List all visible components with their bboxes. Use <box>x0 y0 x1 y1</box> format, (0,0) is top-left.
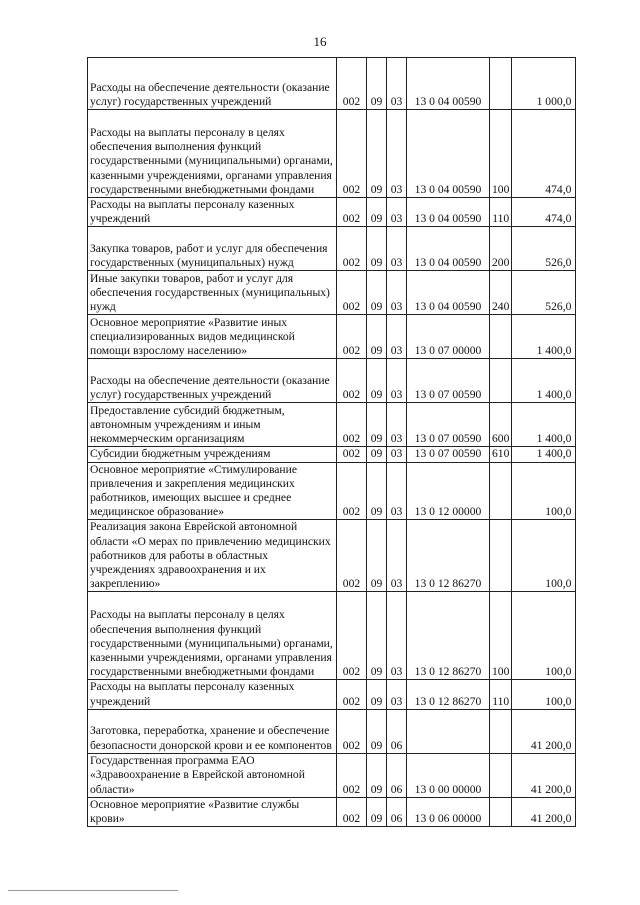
subsection-code: 06 <box>387 709 407 753</box>
amount: 100,0 <box>512 680 576 709</box>
row-name: Расходы на обеспечение деятельности (оказание услуг) государственных учреждений <box>88 58 337 110</box>
subsection-code: 03 <box>387 58 407 110</box>
table-row <box>88 198 576 227</box>
section-code: 09 <box>367 271 387 315</box>
row-name: Расходы на выплаты персоналу казенных учреждений <box>88 680 337 709</box>
expense-type-code <box>490 797 512 826</box>
expense-type-code <box>490 359 512 403</box>
target-article-code <box>407 709 490 753</box>
ministry-code: 002 <box>337 315 367 359</box>
expense-type-code <box>490 315 512 359</box>
subsection-code: 03 <box>387 110 407 198</box>
amount: 526,0 <box>512 227 576 271</box>
subsection-code: 03 <box>387 592 407 680</box>
row-name: Основное мероприятие «Развитие службы крови» <box>88 797 337 826</box>
ministry-code: 002 <box>337 403 367 447</box>
expense-type-code <box>490 58 512 110</box>
table-row <box>88 462 576 520</box>
budget-table <box>87 57 576 827</box>
row-name: Расходы на выплаты персоналу казенных учреждений <box>88 198 337 227</box>
row-name: Расходы на обеспечение деятельности (оказание услуг) государственных учреждений <box>88 359 337 403</box>
target-article-code: 13 0 12 86270 <box>407 592 490 680</box>
target-article-code: 13 0 07 00590 <box>407 447 490 462</box>
amount: 474,0 <box>512 110 576 198</box>
section-code: 09 <box>367 58 387 110</box>
ministry-code: 002 <box>337 592 367 680</box>
amount: 100,0 <box>512 520 576 592</box>
section-code: 09 <box>367 359 387 403</box>
amount: 474,0 <box>512 198 576 227</box>
target-article-code: 13 0 12 86270 <box>407 520 490 592</box>
page-number: 16 <box>313 34 327 49</box>
subsection-code: 03 <box>387 227 407 271</box>
expense-type-code <box>490 520 512 592</box>
section-code: 09 <box>367 520 387 592</box>
amount: 526,0 <box>512 271 576 315</box>
expense-type-code: 610 <box>490 447 512 462</box>
table-row <box>88 709 576 753</box>
amount: 100,0 <box>512 592 576 680</box>
row-name: Заготовка, переработка, хранение и обеспечение безопасности донорской крови и ее компонентов <box>88 709 337 753</box>
target-article-code: 13 0 04 00590 <box>407 58 490 110</box>
subsection-code: 03 <box>387 680 407 709</box>
expense-type-code <box>490 753 512 797</box>
subsection-code: 03 <box>387 462 407 520</box>
expense-type-code: 110 <box>490 680 512 709</box>
row-name: Закупка товаров, работ и услуг для обеспечения государственных (муниципальных) нужд <box>88 227 337 271</box>
amount: 1 400,0 <box>512 403 576 447</box>
target-article-code: 13 0 04 00590 <box>407 110 490 198</box>
section-code: 09 <box>367 403 387 447</box>
section-code: 09 <box>367 110 387 198</box>
amount: 1 400,0 <box>512 359 576 403</box>
ministry-code: 002 <box>337 753 367 797</box>
section-code: 09 <box>367 709 387 753</box>
target-article-code: 13 0 07 00000 <box>407 315 490 359</box>
subsection-code: 06 <box>387 797 407 826</box>
expense-type-code <box>490 462 512 520</box>
row-name: Расходы на выплаты персоналу в целях обеспечения выполнения функций государственными (муниципальными) органами, казенными учреждениями, органами управления государственными внебюджетными фондами <box>88 110 337 198</box>
table-row <box>88 592 576 680</box>
amount: 1 400,0 <box>512 447 576 462</box>
table-row <box>88 271 576 315</box>
subsection-code: 03 <box>387 315 407 359</box>
row-name: Расходы на выплаты персоналу в целях обеспечения выполнения функций государственными (муниципальными) органами, казенными учреждениями, органами управления государственными внебюджетными фондами <box>88 592 337 680</box>
footer-rule <box>8 890 178 891</box>
table-row <box>88 680 576 709</box>
subsection-code: 03 <box>387 198 407 227</box>
ministry-code: 002 <box>337 110 367 198</box>
section-code: 09 <box>367 447 387 462</box>
ministry-code: 002 <box>337 447 367 462</box>
table-row <box>88 797 576 826</box>
row-name: Основное мероприятие «Стимулирование привлечения и закрепления медицинских работников, имеющих высшее и среднее медицинское образование» <box>88 462 337 520</box>
section-code: 09 <box>367 753 387 797</box>
target-article-code: 13 0 12 00000 <box>407 462 490 520</box>
row-name: Реализация закона Еврейской автономной области «О мерах по привлечению медицинских работников для работы в областных учреждениях здравоохранения и их закреплению» <box>88 520 337 592</box>
subsection-code: 03 <box>387 520 407 592</box>
section-code: 09 <box>367 227 387 271</box>
table-row <box>88 520 576 592</box>
expense-type-code <box>490 709 512 753</box>
ministry-code: 002 <box>337 271 367 315</box>
target-article-code: 13 0 04 00590 <box>407 271 490 315</box>
subsection-code: 03 <box>387 447 407 462</box>
ministry-code: 002 <box>337 797 367 826</box>
ministry-code: 002 <box>337 198 367 227</box>
table-row <box>88 403 576 447</box>
row-name: Основное мероприятие «Развитие иных специализированных видов медицинской помощи взрослому населению» <box>88 315 337 359</box>
target-article-code: 13 0 07 00590 <box>407 359 490 403</box>
ministry-code: 002 <box>337 462 367 520</box>
amount: 41 200,0 <box>512 797 576 826</box>
ministry-code: 002 <box>337 58 367 110</box>
target-article-code: 13 0 12 86270 <box>407 680 490 709</box>
ministry-code: 002 <box>337 680 367 709</box>
amount: 100,0 <box>512 462 576 520</box>
target-article-code: 13 0 06 00000 <box>407 797 490 826</box>
section-code: 09 <box>367 315 387 359</box>
table-row <box>88 315 576 359</box>
expense-type-code: 100 <box>490 592 512 680</box>
expense-type-code: 100 <box>490 110 512 198</box>
ministry-code: 002 <box>337 520 367 592</box>
subsection-code: 03 <box>387 359 407 403</box>
expense-type-code: 200 <box>490 227 512 271</box>
amount: 1 400,0 <box>512 315 576 359</box>
target-article-code: 13 0 04 00590 <box>407 227 490 271</box>
amount: 41 200,0 <box>512 709 576 753</box>
ministry-code: 002 <box>337 227 367 271</box>
subsection-code: 03 <box>387 271 407 315</box>
subsection-code: 03 <box>387 403 407 447</box>
table-row <box>88 58 576 110</box>
table-row <box>88 359 576 403</box>
amount: 41 200,0 <box>512 753 576 797</box>
section-code: 09 <box>367 592 387 680</box>
ministry-code: 002 <box>337 359 367 403</box>
subsection-code: 06 <box>387 753 407 797</box>
expense-type-code: 110 <box>490 198 512 227</box>
row-name: Субсидии бюджетным учреждениям <box>88 447 337 462</box>
target-article-code: 13 0 04 00590 <box>407 198 490 227</box>
section-code: 09 <box>367 198 387 227</box>
section-code: 09 <box>367 797 387 826</box>
expense-type-code: 600 <box>490 403 512 447</box>
amount: 1 000,0 <box>512 58 576 110</box>
table-row <box>88 110 576 198</box>
row-name: Предоставление субсидий бюджетным, автономным учреждениям и иным некоммерческим организациям <box>88 403 337 447</box>
table-row <box>88 227 576 271</box>
table-row <box>88 447 576 462</box>
row-name: Иные закупки товаров, работ и услуг для обеспечения государственных (муниципальных) нужд <box>88 271 337 315</box>
budget-table-body <box>88 58 576 827</box>
table-row <box>88 753 576 797</box>
row-name: Государственная программа ЕАО «Здравоохранение в Еврейской автономной области» <box>88 753 337 797</box>
ministry-code: 002 <box>337 709 367 753</box>
expense-type-code: 240 <box>490 271 512 315</box>
section-code: 09 <box>367 462 387 520</box>
target-article-code: 13 0 00 00000 <box>407 753 490 797</box>
target-article-code: 13 0 07 00590 <box>407 403 490 447</box>
section-code: 09 <box>367 680 387 709</box>
